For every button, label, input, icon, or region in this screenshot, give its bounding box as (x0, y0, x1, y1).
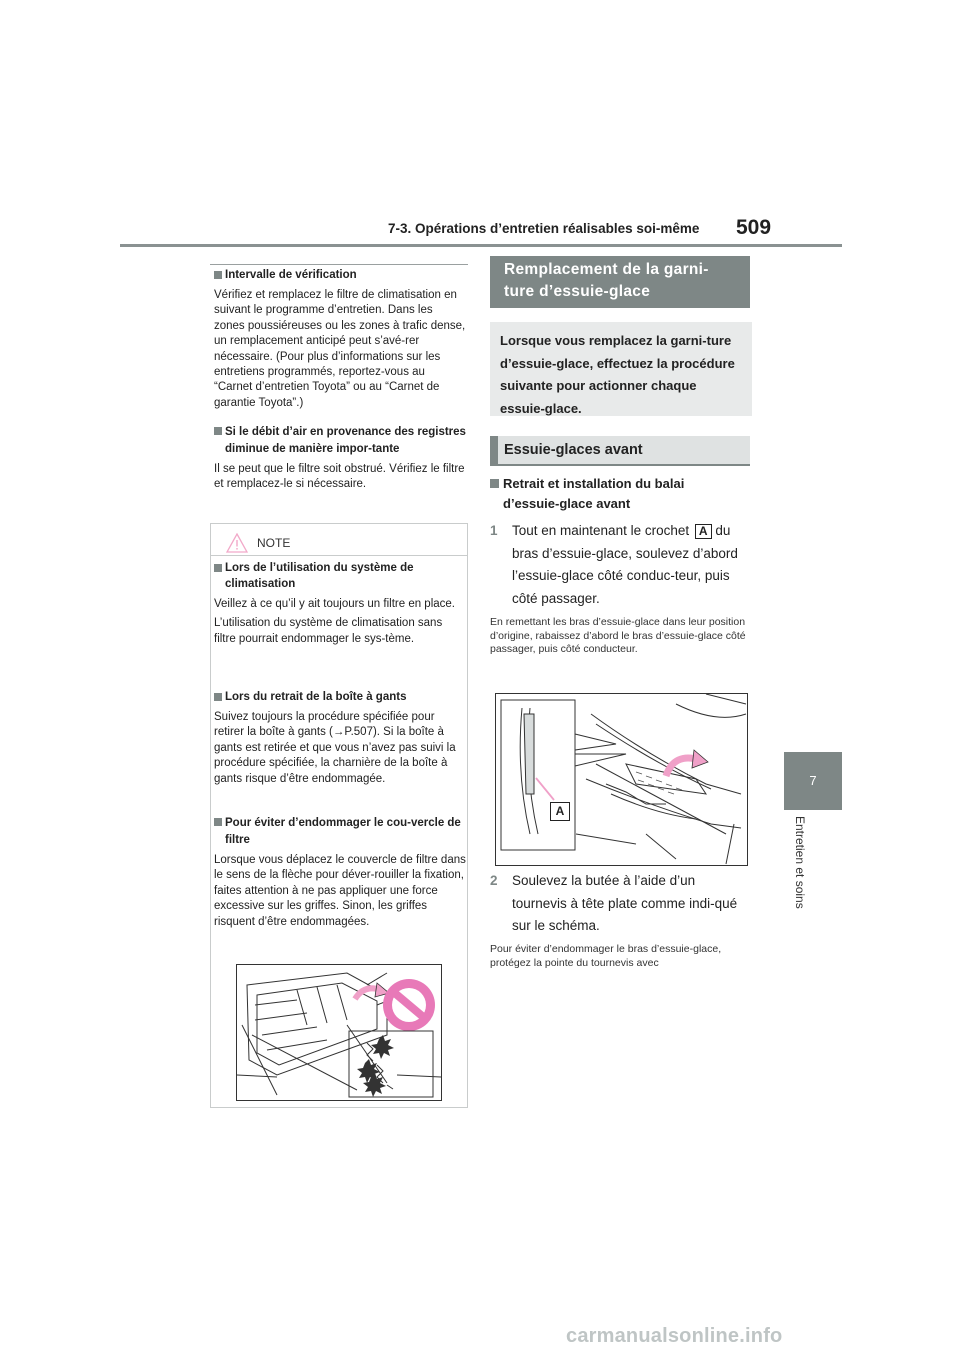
check-interval-heading: Intervalle de vérification (214, 268, 466, 283)
procedure-heading-block (490, 474, 730, 514)
step-2-text: Soulevez la butée à l’aide d’un tournevis à tête plate comme indi-qué sur le schéma. (512, 873, 738, 933)
step-1-text-cont: du bras d’essuie-glace, soulevez d’abord l’essuie-glace côté conduc-teur, puis côté passager. (512, 523, 738, 606)
step-1-note-text: En remettant les bras d’essuie-glace dans leur position d’origine, rabaissez d’abord le bras d’essuie-glace côté passager, puis côté conducteur. (490, 616, 746, 655)
chapter-label (793, 816, 825, 936)
step-2 (490, 870, 748, 938)
procedure-heading: Retrait et installation du balai d’essuie-glace avant (490, 474, 730, 514)
watermark: carmanualsonline.info (566, 1325, 783, 1347)
check-interval-body: Vérifiez et remplacez le filtre de climatisation en suivant le programme d’entretien. Dans les zones poussiéreuses ou les zones à trafic dense, un remplacement anticipé peut s’avé-rer nécessaire. (Pour plus d’informations sur les entretiens programmés, reportez-vous au “Carnet d’entretien Toyota” ou au “Carnet de garantie Toyota”.) (214, 289, 466, 409)
step-2-note (490, 943, 748, 970)
airflow-body: Il se peut que le filtre soit obstrué. Vérifiez le filtre et remplacez-le si nécessaire. (214, 463, 465, 491)
intro-box (490, 322, 752, 416)
callout-a-label: A (695, 524, 712, 539)
note-item-2-heading: Lors du retrait de la boîte à gants (214, 690, 466, 705)
chapter-label-text: Entretien et soins (793, 816, 807, 909)
section-banner-text: Remplacement de la garni-ture d’essuie-glace (504, 261, 709, 300)
filter-cover-illustration (236, 964, 442, 1101)
section-banner (490, 256, 750, 308)
note-item-1 (214, 561, 466, 647)
sub-banner-accent (490, 436, 498, 466)
section-title: 7-3. Opérations d’entretien réalisables soi-même (388, 221, 700, 236)
note-item-3 (214, 815, 466, 930)
note-label: NOTE (257, 536, 291, 550)
check-interval-block (214, 268, 466, 411)
note-separator (211, 555, 467, 556)
note-item-1-para-1: Veillez à ce qu’il y ait toujours un filtre en place. (214, 598, 455, 610)
top-rule (210, 264, 468, 265)
step-1-text: Tout en maintenant le crochet (512, 523, 690, 538)
step-2-number: 2 (490, 873, 498, 888)
step-1-note (490, 616, 748, 657)
airflow-block (214, 424, 466, 493)
chapter-number: 7 (809, 773, 817, 788)
step-1 (490, 520, 748, 610)
note-item-1-para-2: L’utilisation du système de climatisation sans filtre pourrait endommager le sys-tème. (214, 617, 443, 645)
note-item-3-heading: Pour éviter d’endommager le cou-vercle de filtre (214, 815, 466, 848)
note-item-2-para-1: Suivez toujours la procédure spécifiée pour retirer la boîte à gants (→P.507). Si la boîte à gants est retirée et que vous n’avez pas suivi la procédure spécifiée, la charnière de la boîte à gants risque d’être endommagée. (214, 711, 456, 785)
note-item-1-heading: Lors de l’utilisation du système de climatisation (214, 561, 466, 592)
step-2-note-text: Pour éviter d’endommager le bras d’essuie-glace, protégez la pointe du tournevis avec (490, 943, 722, 969)
sub-banner-text: Essuie-glaces avant (504, 442, 643, 458)
step-1-number: 1 (490, 523, 498, 538)
intro-text: Lorsque vous remplacez la garni-ture d’essuie-glace, effectuez la procédure suivante pour actionner chaque essuie-glace. (500, 333, 735, 416)
figure-callout-a: A (550, 802, 570, 821)
warning-triangle-icon (226, 533, 248, 553)
header-rule (120, 244, 842, 247)
page-number: 509 (736, 216, 772, 239)
note-item-3-para-1: Lorsque vous déplacez le couvercle de filtre dans le sens de la flèche pour déver-rouiller la fixation, faites attention à ne pas appliquer une force excessive sur les griffes. Sinon, les griffes risquent d’être endommagées. (214, 854, 466, 928)
airflow-heading: Si le débit d’air en provenance des registres diminue de manière impor-tante (214, 424, 466, 457)
note-item-2 (214, 690, 466, 787)
wiper-arm-illustration (495, 693, 748, 866)
